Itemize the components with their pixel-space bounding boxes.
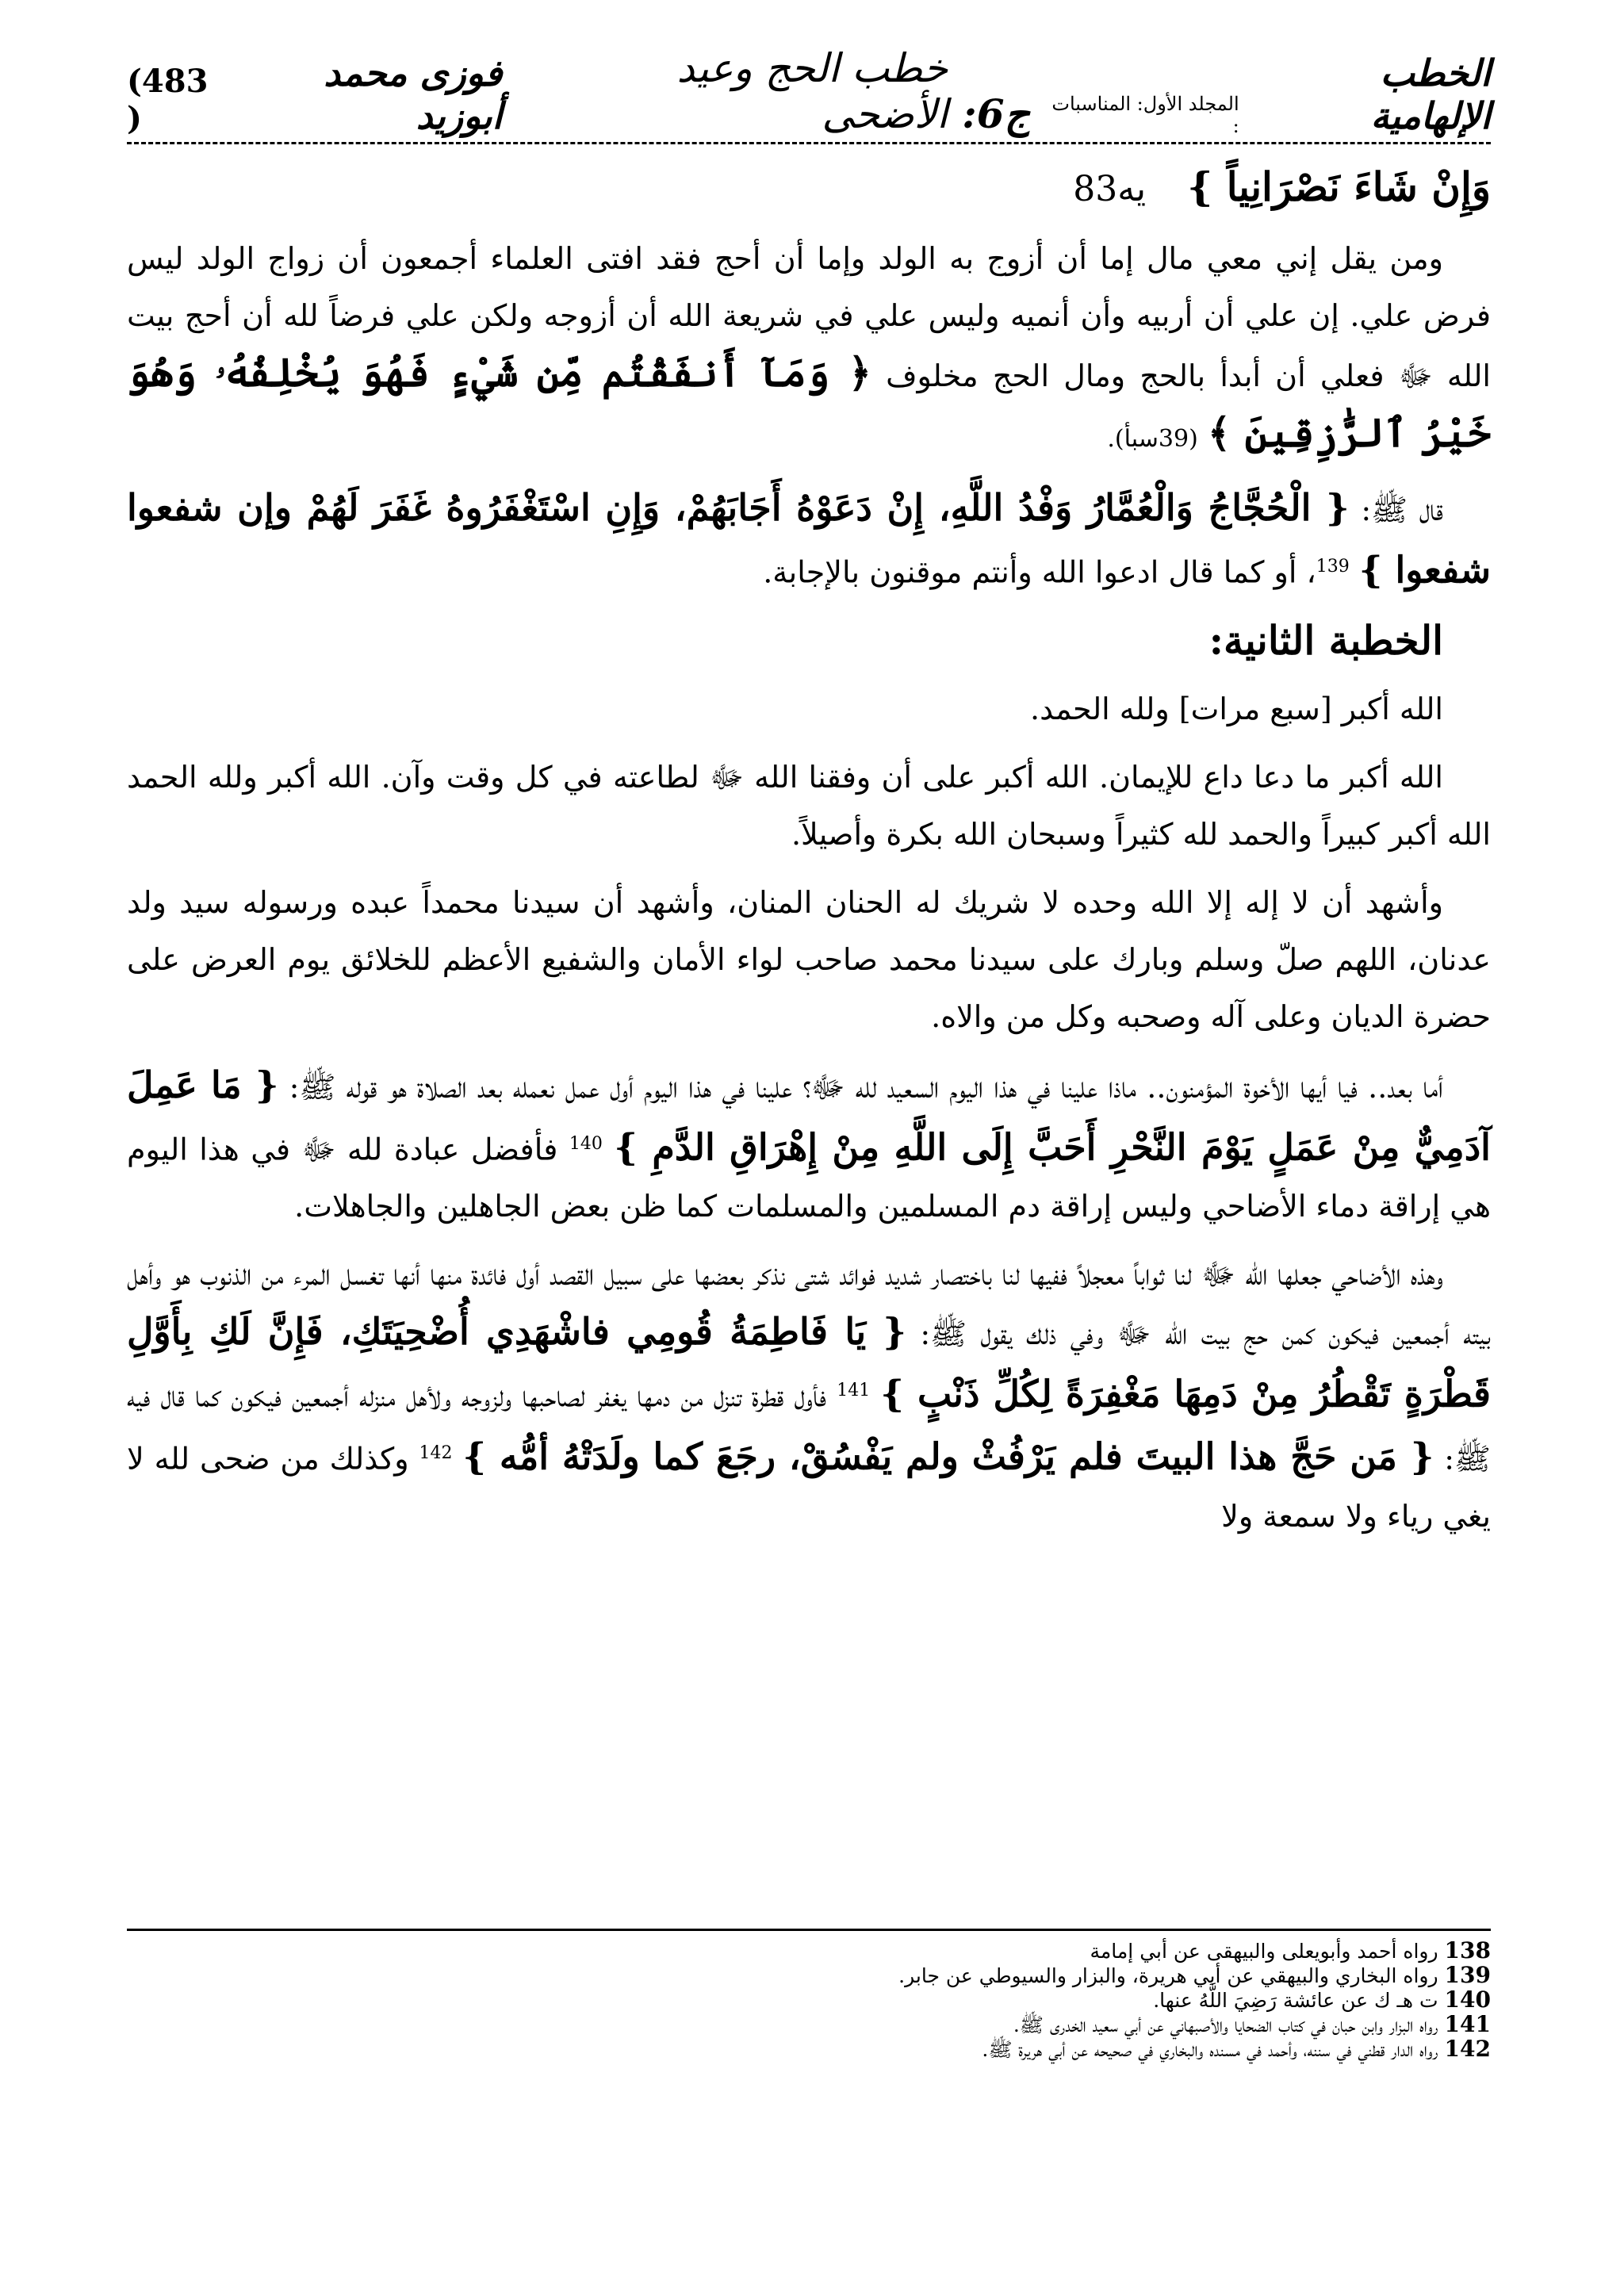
footnote-number: 139 <box>1444 1962 1491 1988</box>
footnote-ref-142: 142 <box>419 1442 453 1463</box>
footnote-ref-141: 141 <box>837 1381 871 1401</box>
section-title: الخطبة الثانية: <box>1208 616 1443 664</box>
running-header <box>127 45 1491 144</box>
footnote-item <box>127 2013 1491 2037</box>
paragraph-7-text-c: وكذلك من ضحى لله لا يغي رياء ولا سمعة ولا <box>127 1441 1491 1534</box>
hadith-1: { الْحُجَّاجُ وَالْعُمَّارُ وَفْدُ اللَّهِ، إِنْ دَعَوْهُ أَجَابَهُمْ، وَإِنِ اسْتَغْفَرُوهُ غَفَرَ لَهُمْ وإن شفعوا شفعوا } <box>127 486 1491 592</box>
opening-line <box>127 159 1491 219</box>
header-title-group <box>232 45 1491 137</box>
paragraph-2-tail: ، أو كما قال ادعوا الله وأنتم موقنون بالإجابة. <box>763 554 1316 590</box>
paragraph-7 <box>127 1246 1491 1544</box>
main-text <box>127 159 1491 1556</box>
footnote-separator <box>127 1929 1491 1931</box>
author-name: فوزى محمد أبوزيد <box>324 52 503 137</box>
paragraph-2 <box>127 479 1491 601</box>
paragraph-6 <box>127 1056 1491 1236</box>
volume-label: المجلد الأول: المناسبات : <box>1051 93 1239 137</box>
footnote-item <box>127 1939 1491 1963</box>
opening-ref: يه83 <box>1073 169 1147 209</box>
paragraph-7-text-a: وهذه الأضاحي جعلها الله ﷻ لنا ثواباً معجلاً ففيها لنا باختصار شديد فوائد شتى نذكر بعضها على سبيل القصد أول فائدة منها أنها تغسل المرء من الذنوب هو وأهل بيته أجمعين فيكون كمن حج بيت الله ﷻ وفي ذلك يقول ﷺ: <box>127 1257 1491 1352</box>
paragraph-4: الله أكبر ما دعا داع للإيمان. الله أكبر على أن وفقنا الله ﷻ لطاعته في كل وقت وآن. الله أكبر ولله الحمد الله أكبر كبيراً والحمد لله كثيراً وسبحان الله بكرة وأصيلاً. <box>127 759 1491 852</box>
footnote-number: 138 <box>1444 1937 1491 1963</box>
hadith-2: { مَا عَمِلَ آدَمِيٌّ مِنْ عَمَلٍ يَوْمَ النَّحْرِ أَحَبَّ إِلَى اللَّهِ مِنْ إِهْرَاقِ الدَّمِ } <box>127 1063 1491 1169</box>
footnote-number: 140 <box>1444 1986 1491 2013</box>
footnote-ref-140: 140 <box>569 1133 603 1154</box>
paragraph-7-text-b: فأول قطرة تنزل من دمها يغفر لصاحبها ولزوجه ولأهل منزله أجمعين فيكون كما قال فيه ﷺ: <box>127 1378 1491 1477</box>
hadith-4: { مَن حَجَّ هذا البيتَ فلم يَرْفُثْ ولم يَفْسُقْ، رجَعَ كما ولَدَتْهُ أمُّه } <box>462 1435 1434 1478</box>
footnote-text: رواه الدار قطني في سننه، وأحمد في مسنده والبخاري في صحيحه عن أبي هريرة ﷺ. <box>982 2038 1438 2061</box>
paragraph-3: الله أكبر [سبع مرات] ولله الحمد. <box>1030 691 1443 726</box>
page-number: (483 ) <box>127 63 209 137</box>
paragraph-1-text: ومن يقل إني معي مال إما أن أزوج به الولد وإما أن أحج فقد افتى العلماء أجمعون أن زواج الولد ليس فرض علي. إن علي أن أربيه وأن أنميه وليس علي في شريعة الله أن أزوجه ولكن علي فرضاً لله أن أحج بيت الله ﷻ فعلي أن أبدأ بالحج ومال الحج مخلوف <box>127 241 1491 393</box>
footnote-ref-139: 139 <box>1316 557 1350 577</box>
footnotes <box>127 1939 1491 2062</box>
footnote-text: ت هـ ك عن عائشة رَضِيَ اللَّهُ عنها. <box>1153 1989 1438 2012</box>
footnote-text: رواه أحمد وأبويعلى والبيهقى عن أبي إمامة <box>1090 1940 1438 1963</box>
verse-ref: (39سبأ). <box>1107 425 1198 453</box>
footnote-text: رواه البخاري والبيهقي عن أبي هريرة، والبزار والسيوطي عن جابر. <box>898 1964 1438 1987</box>
footnote-item <box>127 2037 1491 2062</box>
hadith-3: { يَا فَاطِمَةُ قُومِي فاشْهَدِي أُضْحِيَتَكِ، فَإِنَّ لَكِ بِأَوَّلِ قَطْرَةٍ تَقْطُرُ مِنْ دَمِهَا مَغْفِرَةً لِكُلِّ ذَنْبٍ } <box>127 1310 1491 1416</box>
topic-title: خطب الحج وعيد الأضحى <box>676 45 948 137</box>
paragraph-5: وأشهد أن لا إله إلا الله وحده لا شريك له الحنان المنان، وأشهد أن سيدنا محمداً عبده ورسوله سيد ولد عدنان، اللهم صلّ وسلم وبارك على سيدنا محمد صاحب لواء الأمان والشفيع الأعظم للخلائق يوم العرض على حضرة الديان وعلى آله وصحبه وكل من والاه. <box>127 884 1491 1034</box>
footnote-text: رواه البزار وابن حبان في كتاب الضحايا والأصبهاني عن أبي سعيد الخدرى ﷺ. <box>1013 2013 1438 2036</box>
footnote-number: 141 <box>1444 2011 1491 2037</box>
footnote-item <box>127 1963 1491 1988</box>
book-title: الخطب الإلهامية <box>1370 52 1491 137</box>
paragraph-6-text-a: أما بعد.. فيا أيها الأخوة المؤمنون.. ماذا علينا في هذا اليوم السعيد لله ﷻ؟ علينا في هذا اليوم أول عمل نعمله بعد الصلاة هو قوله ﷺ: <box>289 1069 1443 1105</box>
quran-verse: ﴿ وَمَآ أَنفَقْتُم مِّن شَيْءٍ فَهُوَ يُخْلِفُهُۥ وَهُوَ خَيْرُ ٱلرَّٰزِقِينَ ﴾ <box>127 349 1491 456</box>
footnote-item <box>127 1988 1491 2013</box>
paragraph-2-lead: قال ﷺ: <box>1361 492 1443 527</box>
opening-verse: وَإِنْ شَاءَ نَصْرَانِياً } <box>1187 163 1491 210</box>
part-label: ج6: <box>962 90 1030 137</box>
paragraph-6-text-b: فأفضل عبادة لله ﷻ في هذا اليوم هي إراقة دماء الأضاحي وليس إراقة دم المسلمين والمسلمات كما ظن بعض الجاهلين والجاهلات. <box>127 1132 1491 1224</box>
footnote-number: 142 <box>1444 2036 1491 2062</box>
paragraph-1 <box>127 230 1491 468</box>
